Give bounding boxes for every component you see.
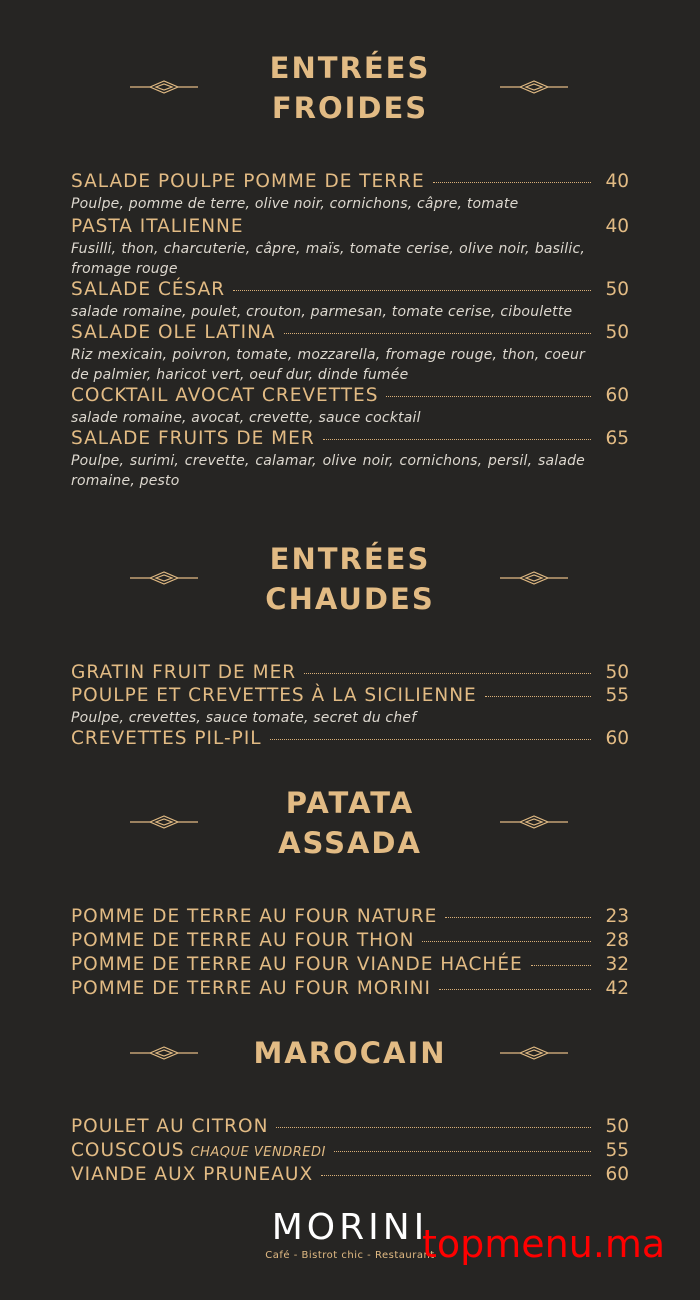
- item-price: 60: [605, 1164, 629, 1185]
- item-price: 65: [605, 428, 629, 449]
- item-name: POULET AU CITRON: [71, 1116, 269, 1137]
- leader-dots: [433, 181, 591, 183]
- leader-dots: [485, 695, 591, 697]
- leader-dots: [304, 672, 591, 674]
- menu-item: [71, 428, 629, 451]
- item-name: COCKTAIL AVOCAT CREVETTES: [71, 385, 379, 406]
- section-header-entrees-froides: [0, 48, 700, 128]
- ornament-icon: [500, 1046, 568, 1060]
- menu-list-marocain: [71, 1116, 629, 1188]
- leader-dots: [233, 289, 591, 291]
- leader-dots: [439, 988, 591, 990]
- ornament-icon: [130, 815, 198, 829]
- item-name: POMME DE TERRE AU FOUR VIANDE HACHÉE: [71, 954, 523, 975]
- leader-dots: [323, 438, 591, 440]
- menu-item: [71, 978, 629, 1002]
- menu-item: [71, 685, 629, 708]
- item-name: VIANDE AUX PRUNEAUX: [71, 1164, 314, 1185]
- section-header-patata-assada: [0, 783, 700, 863]
- item-name: PASTA ITALIENNE: [71, 216, 244, 237]
- menu-item: [71, 279, 629, 302]
- item-price: 50: [605, 279, 629, 300]
- item-description: Poulpe, crevettes, sauce tomate, secret du chef: [71, 710, 417, 726]
- ornament-icon: [130, 571, 198, 585]
- ornament-icon: [500, 80, 568, 94]
- menu-item: [71, 322, 629, 345]
- item-name: CREVETTES PIL-PIL: [71, 728, 262, 749]
- menu-item: [71, 1140, 629, 1164]
- item-name: GRATIN FRUIT DE MER: [71, 662, 297, 683]
- item-price: 55: [605, 685, 629, 706]
- item-name: SALADE POULPE POMME DE TERRE: [71, 171, 425, 192]
- item-name: POULPE ET CREVETTES À LA SICILIENNE: [71, 685, 477, 706]
- item-note: CHAQUE VENDREDI: [190, 1145, 326, 1160]
- menu-item: [71, 662, 629, 685]
- leader-dots: [386, 395, 591, 397]
- leader-dots: [284, 332, 591, 334]
- item-price: 60: [605, 385, 629, 406]
- menu-item: [71, 930, 629, 954]
- logo-tagline: Café - Bistrot chic - Restaurant: [265, 1250, 435, 1261]
- leader-dots: [422, 940, 591, 942]
- item-name: SALADE FRUITS DE MER: [71, 428, 315, 449]
- item-price: 50: [605, 322, 629, 343]
- item-description: Poulpe, surimi, crevette, calamar, olive noir, cornichons, persil, salade romaine, pesto: [71, 453, 585, 489]
- item-description: salade romaine, poulet, crouton, parmesan, tomate cerise, ciboulette: [71, 304, 573, 320]
- menu-list-patata-assada: [71, 906, 629, 1002]
- item-price: 42: [605, 978, 629, 999]
- menu-item: [71, 171, 629, 194]
- menu-item: [71, 954, 629, 978]
- menu-item: [71, 728, 629, 751]
- section-title: ENTRÉES FROIDES: [269, 51, 431, 125]
- item-description: salade romaine, avocat, crevette, sauce cocktail: [71, 410, 421, 426]
- item-price: 23: [605, 906, 629, 927]
- item-price: 50: [605, 662, 629, 683]
- leader-dots: [276, 1126, 591, 1128]
- item-name: SALADE CÉSAR: [71, 279, 226, 300]
- section-title: PATATA ASSADA: [278, 786, 422, 860]
- item-name: SALADE OLE LATINA: [71, 322, 276, 343]
- item-name: POMME DE TERRE AU FOUR THON: [71, 930, 415, 951]
- logo-wordmark: MORINI: [271, 1207, 429, 1248]
- menu-list-entrees-froides: [71, 171, 629, 491]
- item-price: 60: [605, 728, 629, 749]
- item-price: 50: [605, 1116, 629, 1137]
- menu-list-entrees-chaudes: [71, 662, 629, 751]
- leader-dots: [252, 227, 591, 228]
- item-price: 32: [605, 954, 629, 975]
- menu-item: [71, 385, 629, 408]
- item-name: POMME DE TERRE AU FOUR NATURE: [71, 906, 438, 927]
- leader-dots: [445, 916, 591, 918]
- menu-item: [71, 906, 629, 930]
- item-price: 28: [605, 930, 629, 951]
- leader-dots: [321, 1174, 591, 1176]
- leader-dots: [270, 738, 591, 740]
- watermark-text: topmenu.ma: [422, 1222, 666, 1266]
- item-price: 40: [605, 171, 629, 192]
- item-price: 40: [605, 216, 629, 237]
- ornament-icon: [130, 80, 198, 94]
- leader-dots: [531, 964, 591, 966]
- section-header-entrees-chaudes: [0, 539, 700, 619]
- item-name: COUSCOUS: [71, 1140, 185, 1161]
- item-description: Fusilli, thon, charcuterie, câpre, maïs, tomate cerise, olive noir, basilic, fromage rouge: [71, 241, 585, 277]
- item-name: POMME DE TERRE AU FOUR MORINI: [71, 978, 431, 999]
- ornament-icon: [500, 571, 568, 585]
- menu-item: [71, 216, 629, 239]
- item-description: Riz mexicain, poivron, tomate, mozzarella, fromage rouge, thon, coeur de palmier, haricot vert, oeuf dur, dinde fumée: [71, 347, 585, 383]
- menu-item: [71, 1116, 629, 1140]
- ornament-icon: [130, 1046, 198, 1060]
- leader-dots: [334, 1150, 591, 1152]
- section-header-marocain: [0, 1033, 700, 1073]
- section-title: MAROCAIN: [253, 1036, 447, 1070]
- item-description: Poulpe, pomme de terre, olive noir, cornichons, câpre, tomate: [71, 196, 519, 212]
- section-title: ENTRÉES CHAUDES: [265, 542, 435, 616]
- menu-item: [71, 1164, 629, 1188]
- item-price: 55: [605, 1140, 629, 1161]
- ornament-icon: [500, 815, 568, 829]
